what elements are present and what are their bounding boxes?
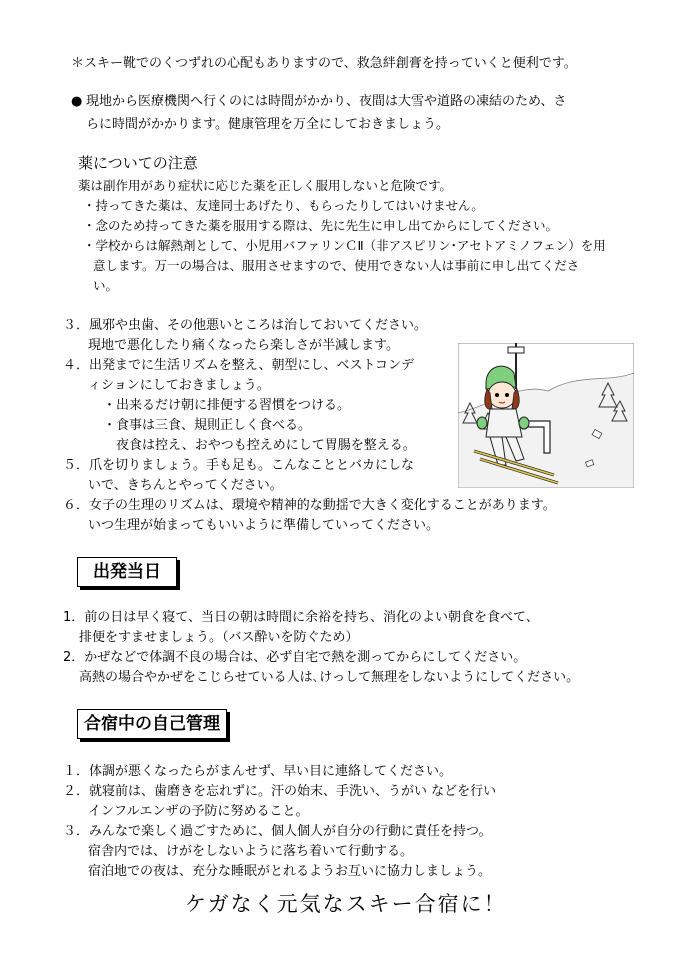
prep-line: いで、きちんとやってください。 [88,478,283,493]
medicine-item-cont: 意します。万一の場合は、服用させますので、使用できない人は事前に申し出てくださ [93,258,580,273]
departure-line: 高熱の場合やかぜをこじらせている人は､けっして無理をしないようにしてください。 [79,670,580,685]
note-blister: ＊スキー靴でのくつずれの心配もありますので、救急絆創膏を持っていくと便利です。 [71,56,577,71]
prep-line: ・食事は三食、規則正しく食べる。 [103,418,312,433]
camp-line: ２．就寝前は、歯磨きを忘れずに。汗の始末、手洗い、うがい などを行い [63,784,497,799]
prep-line: 現地で悪化したり痛くなったら楽しさが半減します。 [88,338,399,353]
prep-line: ４．出発までに生活リズムを整え、朝型にし、ベストコンデ [63,358,415,373]
note-medical-line2: らに時間がかかります。健康管理を万全にしておきましょう。 [86,117,449,132]
departure-line: 2．かぜなどで体調不良の場合は、必ず自宅で熱を測ってからにしてください。 [63,650,527,665]
departure-line: 排便をすませましょう。（バス酔いを防ぐため） [79,630,359,645]
prep-line: ・出来るだけ朝に排便する習慣をつける。 [103,398,351,413]
bullet-icon: ● [71,94,83,109]
medicine-item: ・念のため持ってきた薬を服用する際は、先に先生に申し出てからにしてください。 [83,218,559,233]
departure-heading: 出発当日 [77,557,177,587]
camp-line: 宿泊地での夜は、充分な睡眠がとれるようお互いに協力しましょう。 [88,864,492,879]
prep-line: 夜食は控え、おやつも控えめにして胃腸を整える。 [116,438,416,453]
prep-line: ６．女子の生理のリズムは、環境や精神的な動揺で大きく変化することがあります。 [63,498,556,513]
medicine-title: 薬についての注意 [78,154,198,172]
departure-line: 1．前の日は早く寝て、当日の朝は時間に余裕を持ち、消化のよい朝食を食べて、 [63,610,539,625]
prep-line: ３．風邪や虫歯、その他悪いところは治しておいてください。 [63,318,428,333]
camp-line: 宿舎内では、けがをしないように落ち着いて行動する。 [88,844,414,859]
note-medical-line1: 現地から医療機関へ行くのには時間がかかり、夜間は大雪や道路の凍結のため、さ [86,94,567,109]
medicine-item: ・持ってきた薬は、友達同士あげたり、もらったりしてはいけません。 [83,198,484,213]
camp-line: インフルエンザの予防に努めること。 [88,804,309,819]
medicine-item: ・学校からは解熱剤として、小児用バファリンＣⅡ（非アスピリン･アセトアミノフェン）を用 [83,238,606,253]
prep-line: ィションにしておきましょう。 [88,378,270,393]
camp-heading: 合宿中の自己管理 [77,709,227,739]
prep-line: いつ生理が始まってもいいように準備していってください。 [88,518,440,533]
medicine-lead: 薬は副作用があり症状に応じた薬を正しく服用しないと危険です。 [78,178,453,193]
medicine-item-cont: い。 [93,278,119,293]
camp-line: ３．みんなで楽しく過ごすために、個人個人が自分の行動に責任を持つ。 [63,824,492,839]
prep-line: ５．爪を切りましょう。手も足も。こんなこととバカにしな [63,458,415,473]
skier-on-chairlift-icon [458,343,634,488]
closing-slogan: ケガなく元気なスキー合宿に！ [185,892,507,916]
camp-line: １．体調が悪くなったらがまんせず、早い目に連絡してください。 [63,764,452,779]
